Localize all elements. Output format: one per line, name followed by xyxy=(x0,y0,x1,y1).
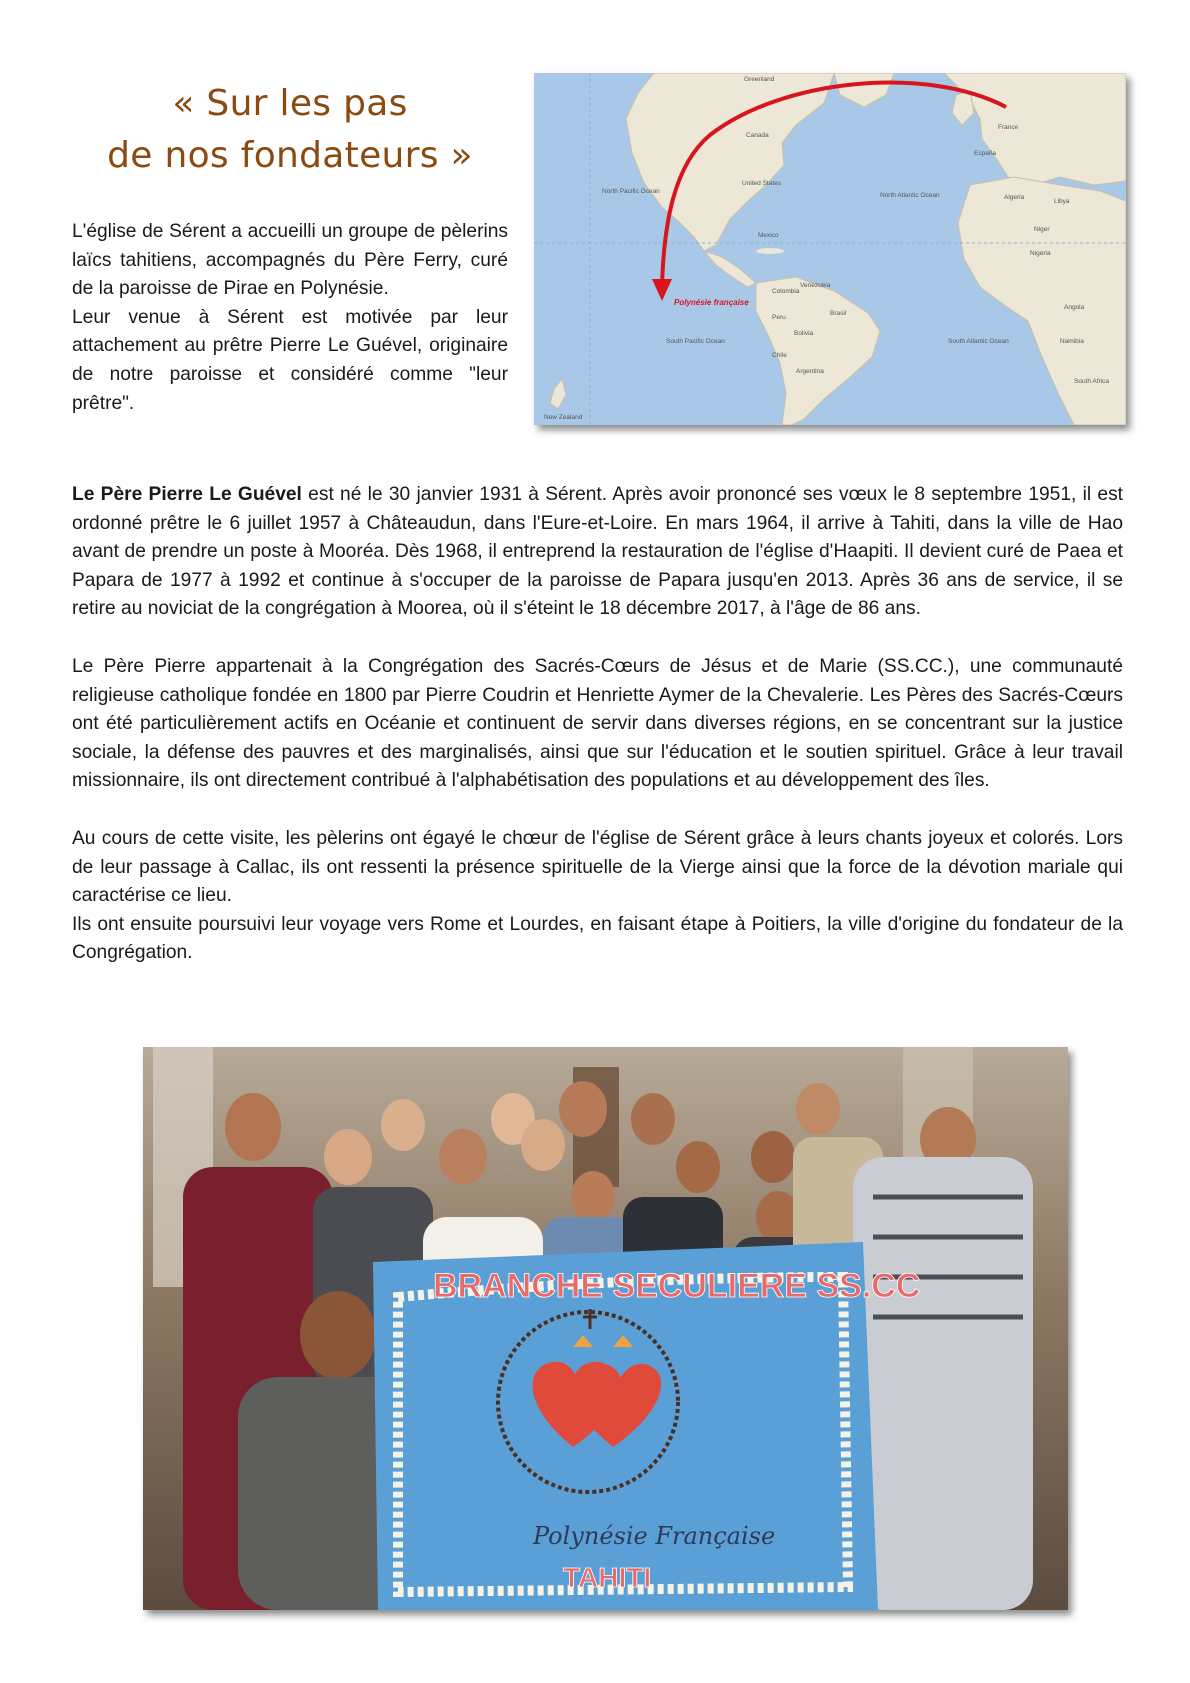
banner-top-text: BRANCHE SECULIERE SS.CC xyxy=(433,1267,921,1305)
map-label-chile: Chile xyxy=(772,352,787,359)
map-label-nigeria: Nigeria xyxy=(1030,250,1051,257)
map-label-france: France xyxy=(998,124,1019,131)
map-label-new-zealand: New Zealand xyxy=(544,414,583,421)
body-paragraph-1 xyxy=(72,481,1123,624)
map-label-peru: Peru xyxy=(772,314,786,321)
map-label-greenland: Greenland xyxy=(744,76,775,83)
map-label-canada: Canada xyxy=(746,132,769,139)
body-paragraph-1-lead: Le Père Pierre Le Guével xyxy=(72,484,302,505)
map-label-libya: Libya xyxy=(1054,198,1070,205)
page-title xyxy=(66,78,514,182)
map-label-united-states: United States xyxy=(742,180,782,187)
map-label-argentina: Argentina xyxy=(796,368,824,375)
paragraph-spacer xyxy=(72,624,1123,653)
group-photo-graphic xyxy=(143,1047,1068,1610)
map-label-north-pacific: North Pacific Ocean xyxy=(602,188,660,195)
title-line-2: de nos fondateurs » xyxy=(107,135,473,176)
map-graphic xyxy=(534,73,1126,425)
map-route-label: Polynésie française xyxy=(674,298,749,307)
body-paragraph-1-text: est né le 30 janvier 1931 à Sérent. Après avoir prononcé ses vœux le 8 septembre 1951, il est ordonné prêtre le 6 juillet 1957 à Châteaudun, dans l'Eure-et-Loire. En mars 1964, il arrive à Tahiti, dans la ville de Hao avant de prendre un poste à Mooréa. Dès 1968, il entreprend la restauration de l'église d'Haapiti. Il devient curé de Paea et Papara de 1977 à 1992 et continue à s'occuper de la paroisse de Papara jusqu'en 2013. Après 36 ans de service, il se retire au noviciat de la congrégation à Moorea, où il s'éteint le 18 décembre 2017, à l'âge de 86 ans. xyxy=(72,484,1124,620)
banner-bottom-text: TAHITI xyxy=(563,1562,652,1593)
group-photo xyxy=(143,1047,1068,1610)
intro-text xyxy=(72,218,508,418)
body-paragraph-3: Au cours de cette visite, les pèlerins ont égayé le chœur de l'église de Sérent grâce à leurs chants joyeux et colorés. Lors de leur passage à Callac, ils ont ressenti la présence spirituelle de la Vierge ainsi que la force de la dévotion mariale qui caractérise ce lieu. xyxy=(72,827,1123,907)
map-label-south-pacific: South Pacific Ocean xyxy=(666,338,725,345)
photo-banner xyxy=(373,1242,920,1610)
map-label-bolivia: Bolivia xyxy=(794,330,814,337)
map-label-north-atlantic: North Atlantic Ocean xyxy=(880,192,940,199)
map-label-south-atlantic: South Atlantic Ocean xyxy=(948,338,1009,345)
map-label-niger: Niger xyxy=(1034,226,1050,233)
banner-script-text: Polynésie Française xyxy=(533,1522,776,1550)
body-paragraph-2: Le Père Pierre appartenait à la Congrégation des Sacrés-Cœurs de Jésus et de Marie (SS.CC.), une communauté religieuse catholique fondée en 1800 par Pierre Coudrin et Henriette Aymer de la Chevalerie. Les Pères des Sacrés-Cœurs ont été particulièrement actifs en Océanie et continuent de servir dans diverses régions, en se concentrant sur la justice sociale, la défense des pauvres et des marginalisés, ainsi que sur l'éducation et le soutien spirituel. Grâce à leur travail missionnaire, ils ont directement contribué à l'alphabétisation des populations et au développement des îles. xyxy=(72,655,1123,792)
intro-paragraph-1: L'église de Sérent a accueilli un groupe de pèlerins laïcs tahitiens, accompagnés du Père Ferry, curé de la paroisse de Pirae en Polynésie. xyxy=(72,221,508,300)
map-label-espana: España xyxy=(974,150,997,157)
map-label-angola: Angola xyxy=(1064,304,1085,311)
map-label-algeria: Algeria xyxy=(1004,194,1025,201)
body-paragraph-4: Ils ont ensuite poursuivi leur voyage vers Rome et Lourdes, en faisant étape à Poitiers, la ville d'origine du fondateur de la Congrégation. xyxy=(72,913,1123,964)
map-label-namibia: Namibia xyxy=(1060,338,1084,345)
map-label-colombia: Colombia xyxy=(772,288,800,295)
map-label-venezuela: Venezuela xyxy=(800,282,831,289)
map-label-south-africa: South Africa xyxy=(1074,378,1110,385)
route-map xyxy=(534,73,1126,425)
article-body xyxy=(72,481,1123,968)
intro-paragraph-2: Leur venue à Sérent est motivée par leur attachement au prêtre Pierre Le Guével, originaire de notre paroisse et considéré comme "leur prêtre". xyxy=(72,306,508,414)
title-line-1: « Sur les pas xyxy=(172,83,408,124)
map-label-mexico: Mexico xyxy=(758,232,779,239)
map-label-brasil: Brasil xyxy=(830,310,847,317)
map-land-caribbean xyxy=(756,248,784,254)
paragraph-spacer xyxy=(72,796,1123,825)
